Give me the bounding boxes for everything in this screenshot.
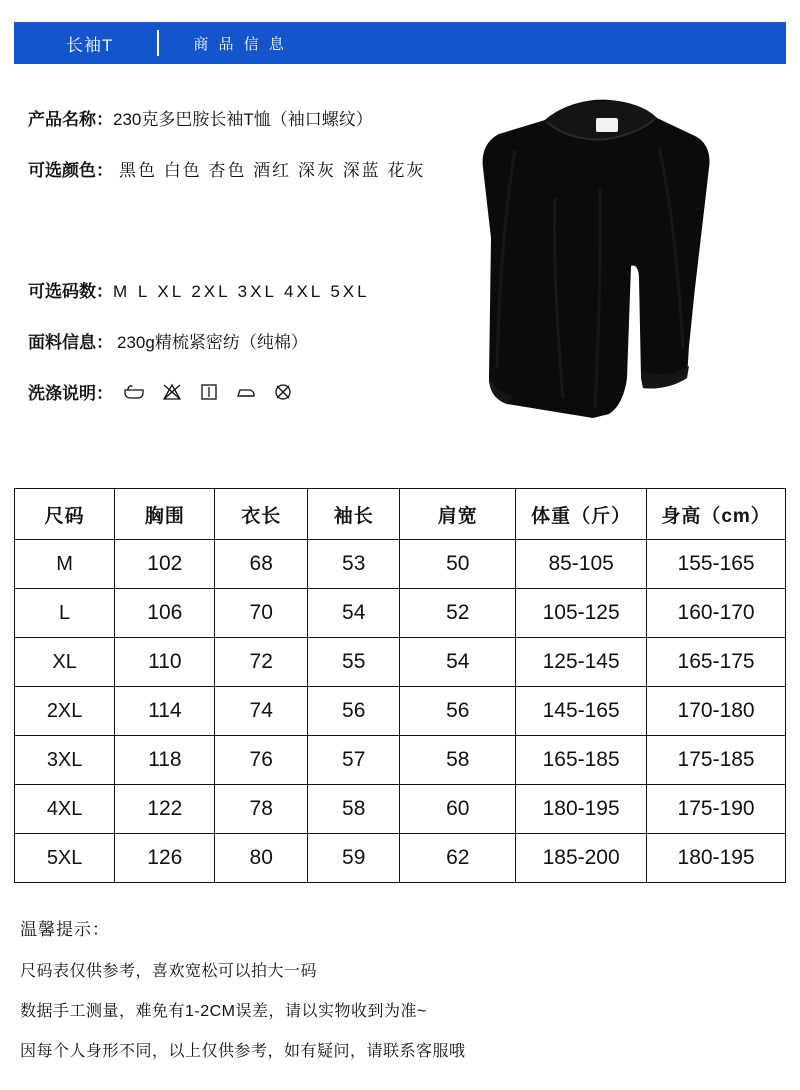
cell-weight: 125-145	[516, 638, 647, 687]
cell-bust: 114	[115, 687, 215, 736]
cell-height: 170-180	[647, 687, 786, 736]
colors-value: 黑色 白色 杏色 酒红 深灰 深蓝 花灰	[119, 161, 426, 180]
cell-weight: 165-185	[516, 736, 647, 785]
cell-length: 76	[215, 736, 308, 785]
col-header-height: 身高（cm）	[647, 489, 786, 540]
cell-sleeve: 58	[307, 785, 400, 834]
cell-length: 80	[215, 834, 308, 883]
cell-weight: 180-195	[516, 785, 647, 834]
fabric-row	[28, 328, 458, 353]
cell-length: 68	[215, 540, 308, 589]
cell-weight: 185-200	[516, 834, 647, 883]
col-header-length: 衣长	[215, 489, 308, 540]
table-row	[15, 589, 786, 638]
cell-length: 70	[215, 589, 308, 638]
no-dry-clean-icon	[273, 382, 293, 402]
tumble-dry-icon	[199, 382, 219, 402]
cell-height: 175-185	[647, 736, 786, 785]
size-table-wrap	[14, 488, 786, 883]
cell-size: XL	[15, 638, 115, 687]
wash-label: 洗涤说明：	[28, 384, 113, 403]
cell-sleeve: 56	[307, 687, 400, 736]
col-header-size: 尺码	[15, 489, 115, 540]
product-info-block	[28, 105, 458, 404]
colors-label: 可选颜色：	[28, 161, 113, 180]
header-subtitle: 商 品 信 息	[193, 35, 287, 53]
header-divider	[157, 30, 159, 56]
sizes-row	[28, 277, 458, 302]
cell-height: 160-170	[647, 589, 786, 638]
cell-bust: 126	[115, 834, 215, 883]
cell-weight: 105-125	[516, 589, 647, 638]
product-name-value: 230克多巴胺长袖T恤（袖口螺纹）	[113, 110, 373, 129]
cell-shoulder: 60	[400, 785, 516, 834]
col-header-weight: 体重（斤）	[516, 489, 647, 540]
note-line-2: 数据手工测量，难免有1-2CM误差，请以实物收到为准~	[20, 1003, 427, 1020]
sizes-value: M L XL 2XL 3XL 4XL 5XL	[113, 282, 370, 301]
cell-sleeve: 54	[307, 589, 400, 638]
size-table	[14, 488, 786, 883]
cell-shoulder: 62	[400, 834, 516, 883]
cell-sleeve: 55	[307, 638, 400, 687]
notes-block	[20, 915, 780, 1078]
cell-sleeve: 53	[307, 540, 400, 589]
cell-size: 4XL	[15, 785, 115, 834]
cell-shoulder: 52	[400, 589, 516, 638]
cell-size: 2XL	[15, 687, 115, 736]
cell-size: 3XL	[15, 736, 115, 785]
no-bleach-icon	[161, 382, 183, 402]
cell-bust: 102	[115, 540, 215, 589]
hand-wash-icon	[123, 382, 145, 402]
cell-shoulder: 50	[400, 540, 516, 589]
wash-icon-group	[113, 382, 293, 402]
cell-bust: 118	[115, 736, 215, 785]
cell-height: 165-175	[647, 638, 786, 687]
table-row	[15, 638, 786, 687]
cell-shoulder: 56	[400, 687, 516, 736]
cell-size: 5XL	[15, 834, 115, 883]
table-row	[15, 834, 786, 883]
fabric-value: 230g精梳紧密纺（纯棉）	[117, 333, 308, 352]
cell-size: L	[15, 589, 115, 638]
cell-height: 155-165	[647, 540, 786, 589]
cell-length: 74	[215, 687, 308, 736]
cell-size: M	[15, 540, 115, 589]
header-title: 长袖T	[66, 35, 114, 55]
table-header-row	[15, 489, 786, 540]
col-header-shoulder: 肩宽	[400, 489, 516, 540]
table-row	[15, 785, 786, 834]
note-line-3: 因每个人身形不同，以上仅供参考，如有疑问，请联系客服哦	[20, 1043, 466, 1060]
cell-height: 180-195	[647, 834, 786, 883]
table-row	[15, 687, 786, 736]
info-spacer	[28, 207, 458, 277]
notes-title: 温馨提示：	[20, 920, 110, 939]
product-name-row	[28, 105, 458, 130]
cell-length: 72	[215, 638, 308, 687]
colors-row	[28, 156, 458, 181]
col-header-sleeve: 袖长	[307, 489, 400, 540]
wash-row	[28, 379, 458, 404]
iron-low-icon	[235, 382, 257, 402]
cell-weight: 145-165	[516, 687, 647, 736]
note-line-1: 尺码表仅供参考，喜欢宽松可以拍大一码	[20, 963, 318, 980]
col-header-bust: 胸围	[115, 489, 215, 540]
cell-shoulder: 58	[400, 736, 516, 785]
cell-bust: 110	[115, 638, 215, 687]
cell-height: 175-190	[647, 785, 786, 834]
table-row	[15, 736, 786, 785]
product-photo	[395, 78, 790, 468]
cell-bust: 122	[115, 785, 215, 834]
table-row	[15, 540, 786, 589]
cell-sleeve: 57	[307, 736, 400, 785]
cell-sleeve: 59	[307, 834, 400, 883]
cell-length: 78	[215, 785, 308, 834]
cell-bust: 106	[115, 589, 215, 638]
sizes-label: 可选码数：	[28, 282, 113, 301]
cell-weight: 85-105	[516, 540, 647, 589]
cell-shoulder: 54	[400, 638, 516, 687]
page-header	[14, 22, 786, 64]
fabric-label: 面料信息：	[28, 333, 113, 352]
product-name-label: 产品名称：	[28, 110, 113, 129]
